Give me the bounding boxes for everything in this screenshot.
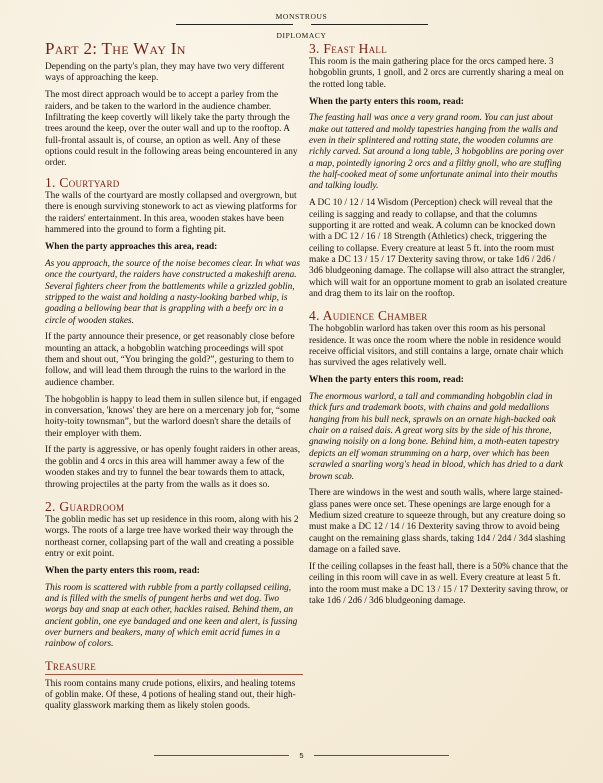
section-title: 3. Feast Hall <box>309 41 388 56</box>
body-paragraph: If the ceiling collapses in the feast hall, there is a 50% chance that the ceiling in this room will cave in as well. Every creature at least 5 ft. into the room must make a DC 13 / 15 / 17 Dexterity saving throw, or take 1d6 / 2d6 / 3d6 bludgeoning damage. <box>309 561 569 606</box>
section-title: 2. Guardroom <box>45 498 125 514</box>
section-title: 4. Audience Chamber <box>309 308 428 324</box>
read-aloud-label: When the party enters this room, read: <box>309 96 464 107</box>
divider <box>314 755 449 756</box>
running-head <box>0 12 603 40</box>
read-aloud-text: The enormous warlord, a tall and commanding hobgoblin clad in thick furs and trademark boots, with chains and gold medallions hanging from his bull neck, sprawls on an ornate high-backed oak chair on a raised dais. A great worg sits by the side of his throne, gnawing noisily on a long bone. Behind him, a moth-eaten tapestry depicts an elf woman strumming on a harp, over which has been scrawled a snarling worg's head in blood, which has dried to a dark brown scab. <box>309 392 563 482</box>
part-title: Part 2: The Way In <box>45 39 186 58</box>
running-head-rules <box>0 23 603 25</box>
intro-paragraph: The most direct approach would be to accept a parley from the raiders, and be taken to the warlord in the audience chamber. Infiltrating the keep covertly will likely take the party through the trees around the keep, over the outer wall and up to the rooftop. A full-frontal assault is, of course, an option as well. Any of these options could result in the following areas being encountered in any order. <box>45 90 298 169</box>
intro-paragraph: Depending on the party's plan, they may have two very different ways of approaching the keep. <box>45 62 285 84</box>
body-paragraph: If the party announce their presence, or get reasonably close before mounting an attack, a hobgoblin watching proceedings will spot them and shout out, “You bringing the gold?”, gesturing to them to follow, and will lead them through the ruins to the warlord in the audience chamber. <box>45 332 295 388</box>
left-column <box>45 38 303 721</box>
body-paragraph: If the party is aggressive, or has openly fought raiders in other areas, the goblin and 4 orcs in this area will hammer away a few of the wooden stakes and try to funnel the bear towards them to attack, throwing projectiles at the party from the walls as it does so. <box>45 445 301 490</box>
divider <box>311 24 428 25</box>
divider <box>154 755 289 756</box>
body-paragraph: A DC 10 / 12 / 14 Wisdom (Perception) check will reveal that the ceiling is sagging and ready to collapse, and that the columns supporting it are rotted and weak. A column can be knocked down with a DC 12 / 16 / 18 Strength (Athletics) check, triggering the ceiling to collapse. Every creature at least 5 ft. into the room must make a DC 13 / 15 / 17 Dexterity saving throw, or take 1d6 / 2d6 / 3d6 bludgeoning damage. The collapse will also attract the strangler, which will wait for an opportune moment to grab an isolated creature and drag them to its lair on the rooftop. <box>309 198 567 300</box>
section-title: 1. Courtyard <box>45 175 120 191</box>
section-description: This room is the main gathering place for the orcs camped here. 3 hobgoblin grunts, 1 gnoll, and 2 orcs are currently sharing a meal on the rotted long table. <box>309 57 564 90</box>
read-aloud-label: When the party approaches this area, read: <box>45 241 218 252</box>
section-guardroom <box>45 499 303 651</box>
read-aloud-label: When the party enters this room, read: <box>309 375 464 386</box>
body-paragraph: This room contains many crude potions, elixirs, and healing totems of goblin make. Of these, 4 potions of healing stand out, their high-quality glasswork marking them as likely stolen goods. <box>45 678 296 712</box>
read-aloud-text: As you approach, the source of the noise becomes clear. In what was once the courtyard, the raiders have constructed a makeshift arena. Several fighters cheer from the battlements while a grizzled goblin, stripped to the waist and holding a nasty-looking barbed whip, is goading a bellowing bear that is grappling with a beefy orc in a circle of wooden stakes. <box>45 258 300 326</box>
running-head-title: MONSTROUS <box>275 12 328 21</box>
read-aloud-text: The feasting hall was once a very grand room. You can just about make out tattered and moldy tapestries hanging from the walls and even in their splintered and rotting state, the wooden columns are richly carved. Sat around a long table, 3 hobgoblins are poring over a map, pointedly ignoring 2 orcs and a filthy gnoll, who are stuffing the half-cooked meat of some unfortunate animal into their mouths and talking loudly. <box>309 113 564 192</box>
running-head-subtitle: DIPLOMACY <box>276 31 327 40</box>
divider <box>176 24 293 25</box>
section-feast-hall <box>309 41 569 300</box>
page-number: 5 <box>299 751 304 760</box>
body-paragraph: The hobgoblin is happy to lead them in sullen silence but, if engaged in conversation, 'knows' they are here on a mercenary job for, “some hoity-toity townsman”, but the warlord doesn't share the details of their employer with them. <box>45 394 302 439</box>
section-audience-chamber <box>309 308 569 607</box>
read-aloud-label: When the party enters this room, read: <box>45 565 200 576</box>
section-description: The goblin medic has set up residence in this room, along with his 2 worgs. The roots of a large tree have worked their way through the northeast corner, collapsing part of the wall and creating a possible entry or exit point. <box>45 514 299 559</box>
section-description: The hobgoblin warlord has taken over this room as his personal residence. It was once the room where the noble in residence would receive official visitors, and still contains a large, ornate chair which has survived the ages relatively well. <box>309 324 564 369</box>
right-column <box>309 38 569 615</box>
page-footer <box>0 751 603 760</box>
section-treasure <box>45 659 303 713</box>
subsection-title: Treasure <box>45 659 303 675</box>
section-description: The walls of the courtyard are mostly collapsed and overgrown, but there is enough surviving stonework to act as viewing platforms for the raiders' entertainment. In this area, wooden stakes have been hammered into the ground to form a fighting pit. <box>45 191 297 236</box>
read-aloud-text: This room is scattered with rubble from a partly collapsed ceiling, and is filled with the smells of pungent herbs and wet dog. Two worgs bay and snap at each other, hackles raised. Behind them, an ancient goblin, one eye bandaged and one keen and alert, is fussing over burners and beakers, many of which emit acrid fumes in a rainbow of colors. <box>45 582 298 650</box>
section-courtyard <box>45 175 303 491</box>
body-paragraph: There are windows in the west and south walls, where large stained-glass panes were once set. These openings are large enough for a Medium sized creature to squeeze through, but any creature doing so must make a DC 12 / 14 / 16 Dexterity saving throw to avoid being caught on the remaining glass shards, taking 1d4 / 2d4 / 3d4 slashing damage on a failed save. <box>309 488 566 556</box>
